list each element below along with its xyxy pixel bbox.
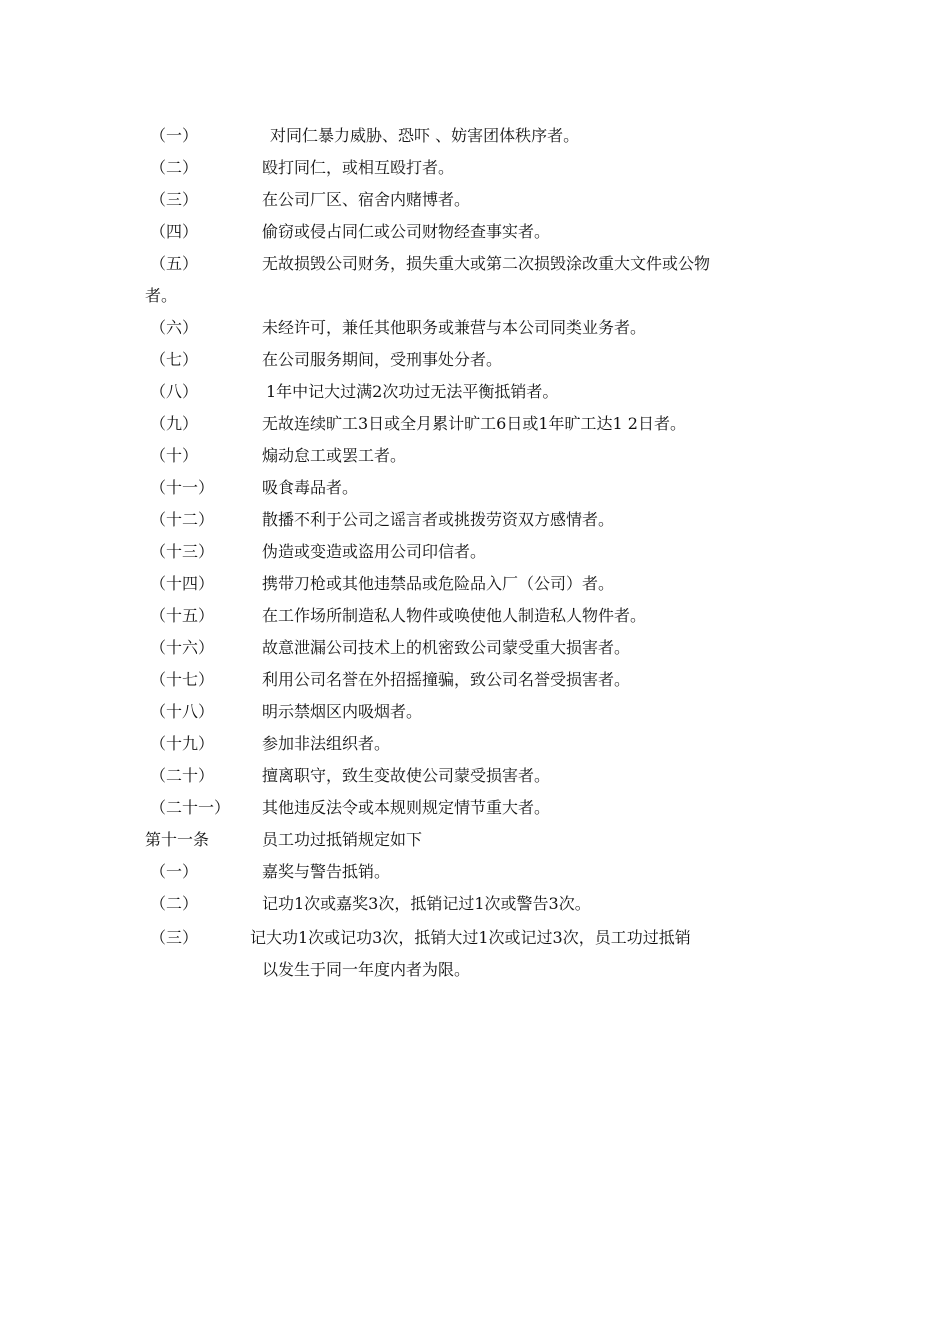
item-text: 偷窃或侵占同仁或公司财物经查事实者。 xyxy=(262,222,551,241)
item-text-continued: 者。 xyxy=(145,286,178,305)
item-number: （九） xyxy=(150,414,199,433)
item-number: （二） xyxy=(150,158,199,177)
item-number: （三） xyxy=(150,928,199,947)
item-number: （四） xyxy=(150,222,199,241)
item-text: 无故连续旷工3日或全月累计旷工6日或1年旷工达1 2日者。 xyxy=(262,414,686,433)
article-text: 员工功过抵销规定如下 xyxy=(262,830,423,849)
item-number: （一） xyxy=(150,862,199,881)
article-title: 第十一条 xyxy=(145,830,210,849)
item-number: （三） xyxy=(150,190,199,209)
item-text: 明示禁烟区内吸烟者。 xyxy=(262,702,423,721)
item-text: 吸食毒品者。 xyxy=(262,478,359,497)
item-text: 嘉奖与警告抵销。 xyxy=(262,862,391,881)
item-number: （十二） xyxy=(150,510,215,529)
item-text: 记功1次或嘉奖3次，抵销记过1次或警告3次。 xyxy=(262,894,591,913)
item-number: （六） xyxy=(150,318,199,337)
item-number: （十三） xyxy=(150,542,215,561)
item-number: （一） xyxy=(150,126,199,145)
item-text: 利用公司名誉在外招摇撞骗，致公司名誉受损害者。 xyxy=(262,670,631,689)
item-text: 参加非法组织者。 xyxy=(262,734,391,753)
item-number: （十四） xyxy=(150,574,215,593)
item-number: （十七） xyxy=(150,670,215,689)
item-number: （五） xyxy=(150,254,199,273)
item-text: 在公司厂区、宿舍内赌博者。 xyxy=(262,190,471,209)
item-number: （八） xyxy=(150,382,199,401)
item-text: 煽动怠工或罢工者。 xyxy=(262,446,407,465)
item-number: （七） xyxy=(150,350,199,369)
item-text-continued: 以发生于同一年度内者为限。 xyxy=(262,960,471,979)
item-text: 故意泄漏公司技术上的机密致公司蒙受重大损害者。 xyxy=(262,638,631,657)
item-number: （二） xyxy=(150,894,199,913)
item-number: （十八） xyxy=(150,702,215,721)
item-text: 伪造或变造或盗用公司印信者。 xyxy=(262,542,487,561)
item-number: （十五） xyxy=(150,606,215,625)
item-text: 其他违反法令或本规则规定情节重大者。 xyxy=(262,798,551,817)
item-number: （二十一） xyxy=(150,798,231,817)
item-text: 在工作场所制造私人物件或唤使他人制造私人物件者。 xyxy=(262,606,647,625)
item-text: 1年中记大过满2次功过无法平衡抵销者。 xyxy=(266,382,559,401)
item-text: 对同仁暴力威胁、恐吓 、妨害团体秩序者。 xyxy=(270,126,580,145)
item-number: （十一） xyxy=(150,478,215,497)
item-text: 未经许可，兼任其他职务或兼营与本公司同类业务者。 xyxy=(262,318,647,337)
item-text: 殴打同仁，或相互殴打者。 xyxy=(262,158,455,177)
item-number: （十） xyxy=(150,446,199,465)
item-number: （十九） xyxy=(150,734,215,753)
item-text: 擅离职守，致生变故使公司蒙受损害者。 xyxy=(262,766,551,785)
item-text: 无故损毁公司财务，损失重大或第二次损毁涂改重大文件或公物 xyxy=(262,254,711,273)
item-number: （十六） xyxy=(150,638,215,657)
item-text: 散播不利于公司之谣言者或挑拨劳资双方感情者。 xyxy=(262,510,615,529)
item-text: 记大功1次或记功3次，抵销大过1次或记过3次，员工功过抵销 xyxy=(250,928,691,947)
item-text: 携带刀枪或其他违禁品或危险品入厂（公司）者。 xyxy=(262,574,615,593)
item-number: （二十） xyxy=(150,766,215,785)
item-text: 在公司服务期间，受刑事处分者。 xyxy=(262,350,503,369)
